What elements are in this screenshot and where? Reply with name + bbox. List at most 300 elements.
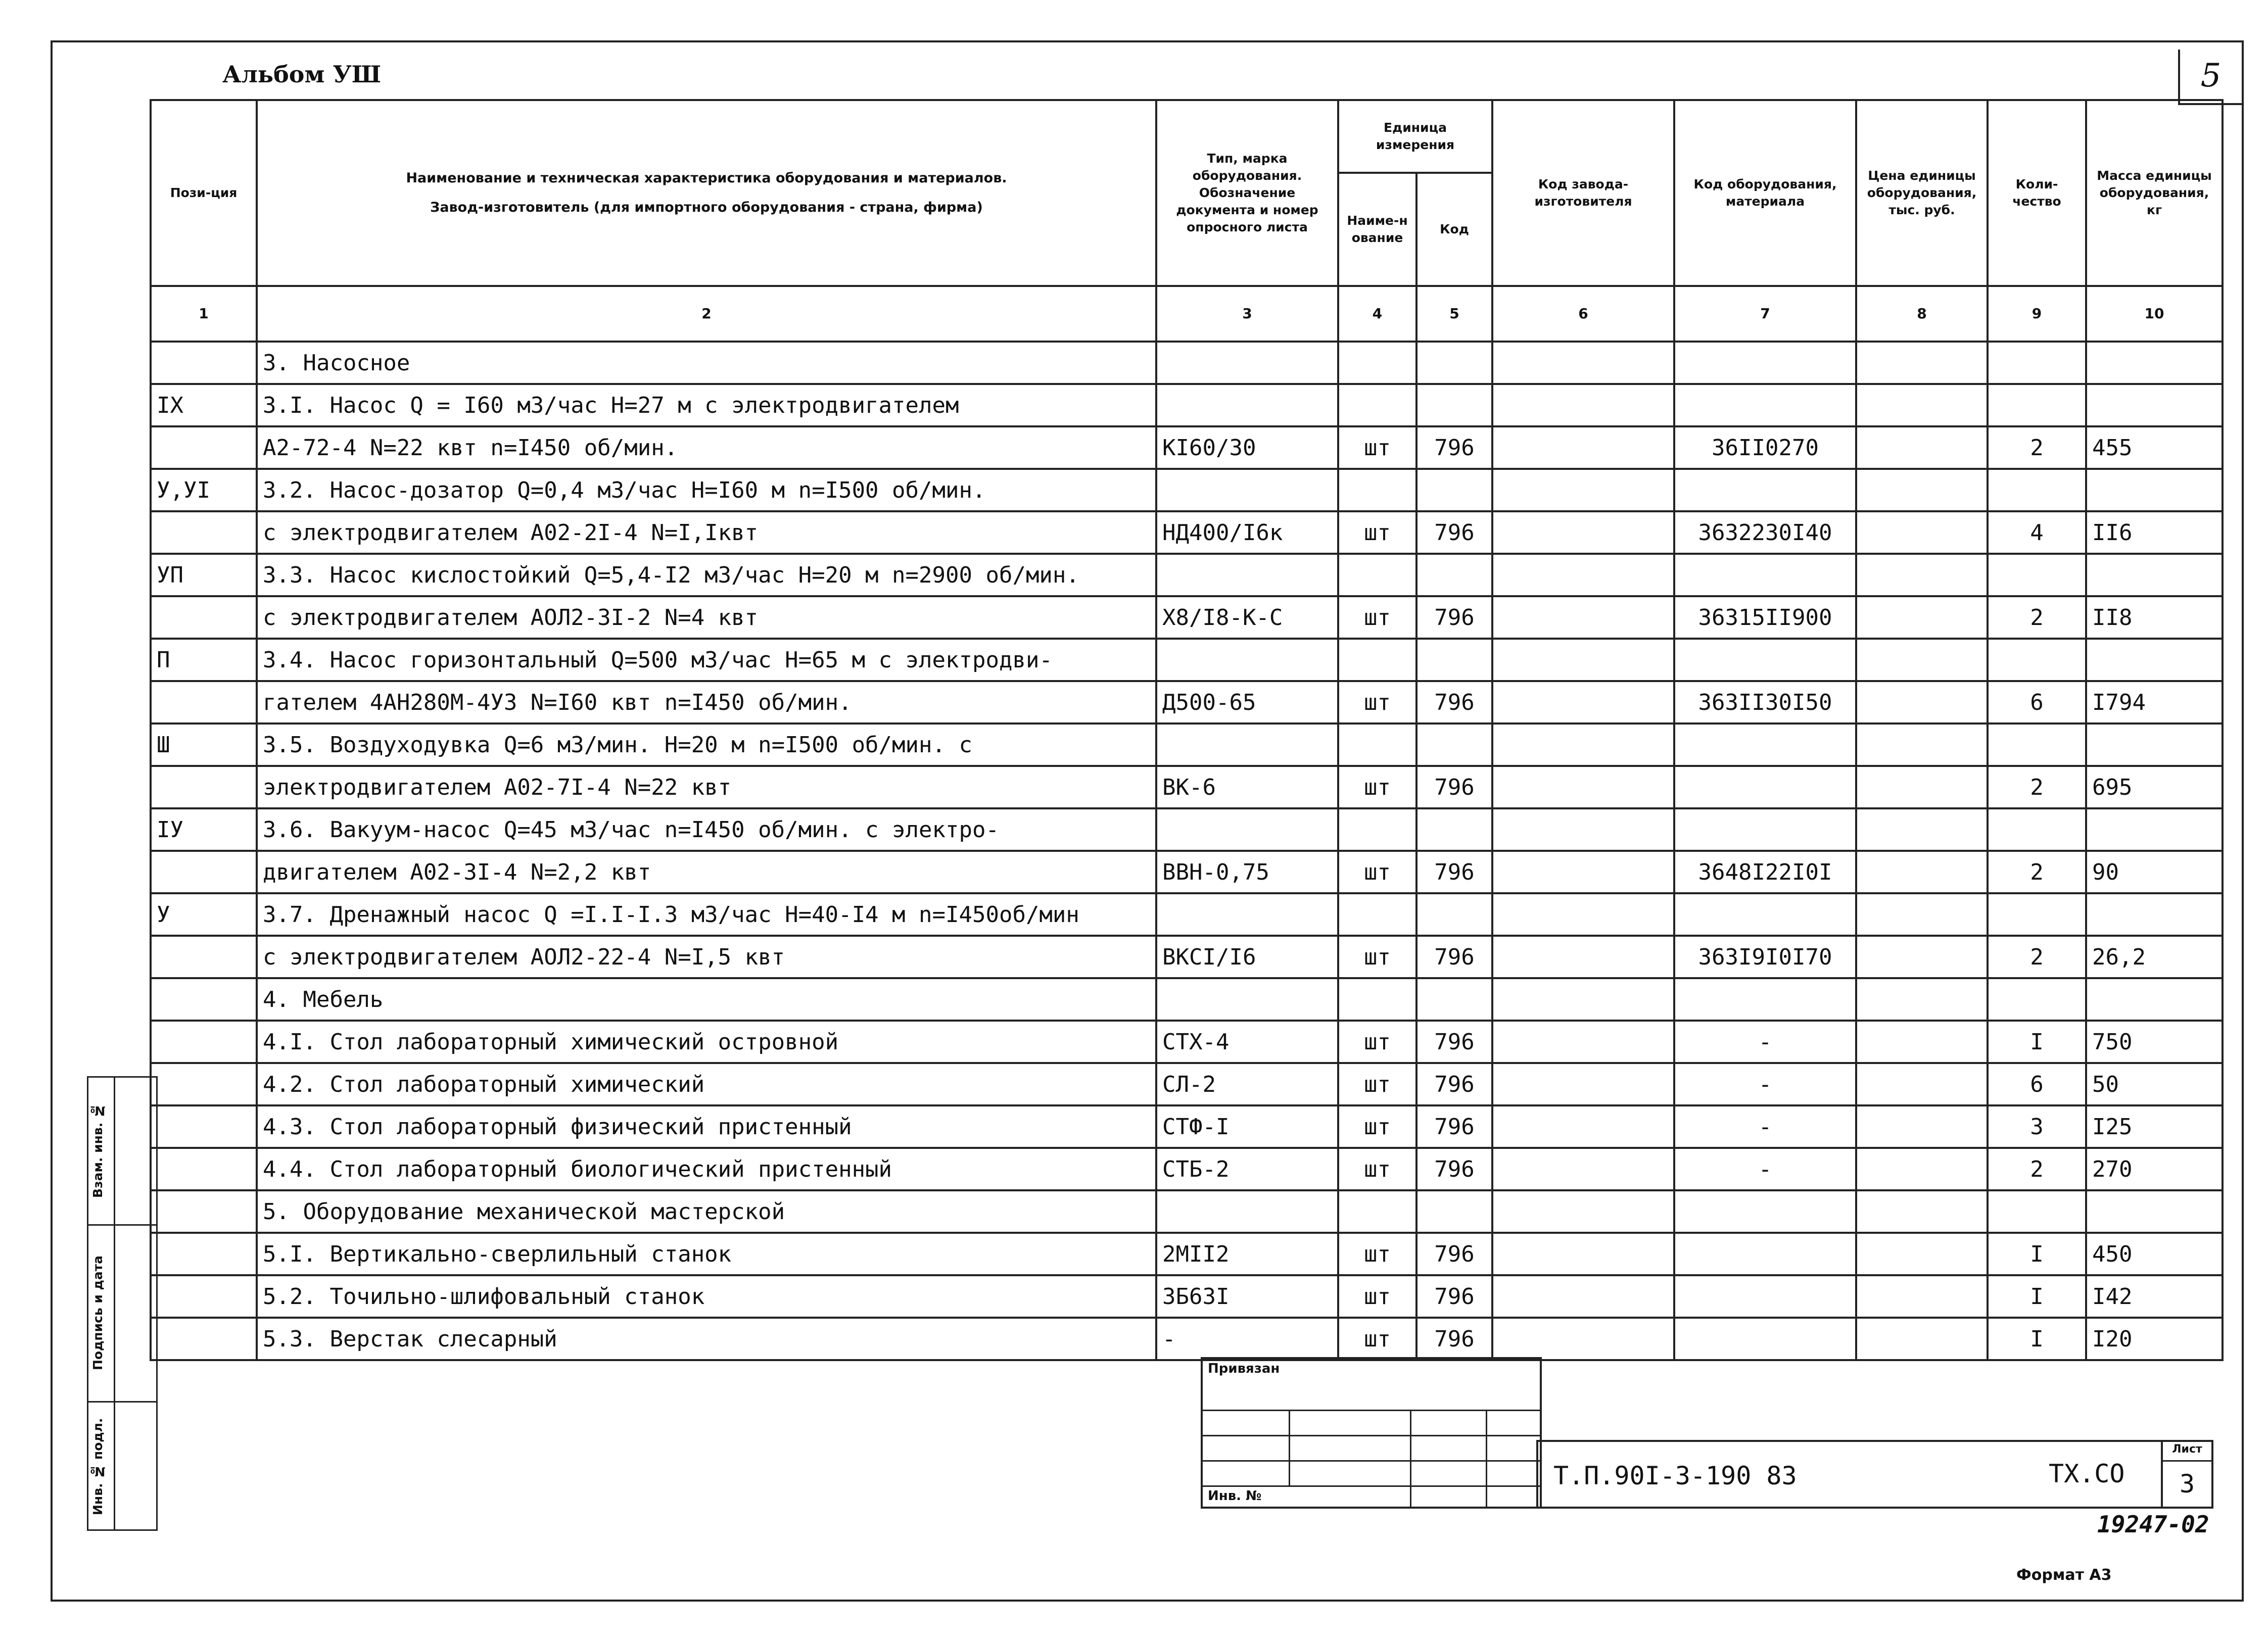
cell-unit: шт [1338,1275,1416,1318]
cell-quantity: 2 [1988,851,2086,893]
table-row [151,554,2223,596]
cell-unit [1338,384,1416,426]
cell-factory-code [1492,978,1674,1021]
cell-name: 5.2. Точильно-шлифовальный станок [257,1275,1156,1318]
stamp-inv-label: Инв. № [1208,1488,1262,1504]
header-name-line1: Наименование и техническая характеристика оборудования и материалов. [406,170,1007,186]
table-row [151,1063,2223,1105]
cell-quantity [1988,639,2086,681]
cell-equipment-code [1674,766,1856,808]
cell-quantity: 3 [1988,1105,2086,1148]
cell-factory-code [1492,766,1674,808]
cell-type: КI60/30 [1156,426,1338,469]
cell-unit-code: 796 [1416,1318,1492,1360]
cell-equipment-code: 36315II900 [1674,596,1856,639]
header-position: Пози-ция [151,100,257,286]
sheet-box [2161,1442,2211,1507]
cell-price [1856,681,1988,723]
cell-name: электродвигателем А02-7I-4 N=22 квт [257,766,1156,808]
cell-type [1156,384,1338,426]
cell-equipment-code [1674,1275,1856,1318]
cell-equipment-code [1674,893,1856,936]
header-price: Цена единицы оборудования, тыс. руб. [1856,100,1988,286]
cell-position [151,766,257,808]
cell-name: 3.6. Вакуум-насос Q=45 м3/час n=I450 об/мин. с электро- [257,808,1156,851]
cell-name: с электродвигателем АОЛ2-22-4 N=I,5 квт [257,936,1156,978]
cell-factory-code [1492,1021,1674,1063]
cell-quantity: I [1988,1021,2086,1063]
cell-equipment-code [1674,978,1856,1021]
cell-name: 4.I. Стол лабораторный химический островной [257,1021,1156,1063]
header-factory-code: Код завода-изготовителя [1492,100,1674,286]
header-unit-code: Код [1416,173,1492,286]
cell-quantity [1988,469,2086,511]
cell-unit-code: 796 [1416,511,1492,554]
binding-stamp [1201,1357,1542,1509]
cell-unit-code: 796 [1416,1021,1492,1063]
cell-quantity [1988,808,2086,851]
header-type: Тип, марка оборудования. Обозначение документа и номер опросного листа [1156,100,1338,286]
cell-position [151,511,257,554]
cell-name: 3.I. Насос Q = I60 м3/час Н=27 м с электродвигателем [257,384,1156,426]
cell-type [1156,1190,1338,1233]
cell-name: гателем 4АН280М-4У3 N=I60 квт n=I450 об/мин. [257,681,1156,723]
table-row [151,978,2223,1021]
cell-mass: I20 [2086,1318,2223,1360]
cell-name: 4.3. Стол лабораторный физический пристенный [257,1105,1156,1148]
cell-unit [1338,723,1416,766]
cell-factory-code [1492,596,1674,639]
cell-equipment-code: 36II0270 [1674,426,1856,469]
cell-type: 2МII2 [1156,1233,1338,1275]
column-number: 6 [1492,286,1674,342]
cell-mass: 50 [2086,1063,2223,1105]
cell-unit [1338,1190,1416,1233]
cell-equipment-code: - [1674,1063,1856,1105]
cell-position [151,936,257,978]
cell-type [1156,723,1338,766]
cell-unit-code [1416,808,1492,851]
cell-price [1856,1318,1988,1360]
cell-unit-code [1416,554,1492,596]
table-row [151,851,2223,893]
cell-mass: II8 [2086,596,2223,639]
table-row [151,596,2223,639]
cell-name: 3.4. Насос горизонтальный Q=500 м3/час Н=65 м с электродви- [257,639,1156,681]
cell-unit-code [1416,384,1492,426]
cell-type: СТБ-2 [1156,1148,1338,1190]
cell-quantity: 2 [1988,426,2086,469]
cell-equipment-code: - [1674,1105,1856,1148]
cell-type: СТХ-4 [1156,1021,1338,1063]
cell-unit [1338,978,1416,1021]
cell-unit: шт [1338,681,1416,723]
title-block [1536,1440,2213,1509]
cell-name: 3.3. Насос кислостойкий Q=5,4-I2 м3/час Н=20 м n=2900 об/мин. [257,554,1156,596]
cell-factory-code [1492,893,1674,936]
cell-mass [2086,808,2223,851]
cell-position [151,596,257,639]
cell-equipment-code [1674,1318,1856,1360]
cell-position [151,342,257,384]
cell-position [151,426,257,469]
cell-unit-code: 796 [1416,681,1492,723]
table-row [151,1275,2223,1318]
cell-type: ВВН-0,75 [1156,851,1338,893]
cell-mass [2086,469,2223,511]
cell-unit-code [1416,639,1492,681]
cell-type: СЛ-2 [1156,1063,1338,1105]
cell-type: 3Б63I [1156,1275,1338,1318]
table-row [151,936,2223,978]
cell-name: с электродвигателем АОЛ2-3I-2 N=4 квт [257,596,1156,639]
cell-unit [1338,808,1416,851]
format-label: Формат А3 [2016,1566,2112,1584]
cell-equipment-code [1674,384,1856,426]
cell-quantity: 2 [1988,1148,2086,1190]
cell-factory-code [1492,1233,1674,1275]
cell-mass: 90 [2086,851,2223,893]
cell-equipment-code: 363II30I50 [1674,681,1856,723]
side-separator [88,1401,157,1403]
table-row [151,469,2223,511]
page-number: 5 [2178,50,2242,105]
cell-type [1156,893,1338,936]
cell-price [1856,723,1988,766]
cell-equipment-code [1674,808,1856,851]
cell-factory-code [1492,936,1674,978]
cell-factory-code [1492,1318,1674,1360]
header-quantity: Коли-чество [1988,100,2086,286]
cell-quantity [1988,554,2086,596]
cell-position [151,1190,257,1233]
cell-position [151,1105,257,1148]
cell-type: ВК-6 [1156,766,1338,808]
cell-position [151,1063,257,1105]
cell-price [1856,808,1988,851]
side-stamp [87,1076,158,1531]
column-number: 7 [1674,286,1856,342]
cell-price [1856,1148,1988,1190]
column-number: 4 [1338,286,1416,342]
cell-equipment-code [1674,639,1856,681]
cell-position [151,681,257,723]
cell-equipment-code [1674,723,1856,766]
cell-price [1856,554,1988,596]
cell-price [1856,639,1988,681]
cell-unit-code: 796 [1416,766,1492,808]
cell-factory-code [1492,851,1674,893]
cell-name: 3.5. Воздуходувка Q=6 м3/мин. Н=20 м n=I500 об/мин. с [257,723,1156,766]
cell-equipment-code [1674,342,1856,384]
cell-unit-code: 796 [1416,1063,1492,1105]
cell-position [151,1318,257,1360]
cell-price [1856,1190,1988,1233]
cell-mass: 750 [2086,1021,2223,1063]
cell-unit [1338,893,1416,936]
cell-price [1856,384,1988,426]
cell-mass: I794 [2086,681,2223,723]
cell-name: А2-72-4 N=22 квт n=I450 об/мин. [257,426,1156,469]
stamp-line [1203,1435,1540,1436]
cell-name: 4.4. Стол лабораторный биологический пристенный [257,1148,1156,1190]
cell-unit-code: 796 [1416,596,1492,639]
column-number: 5 [1416,286,1492,342]
cell-mass: 695 [2086,766,2223,808]
header-name [257,100,1156,286]
stamp-vline [1289,1410,1290,1485]
cell-quantity: I [1988,1318,2086,1360]
table-row [151,511,2223,554]
cell-mass [2086,978,2223,1021]
cell-price [1856,1063,1988,1105]
cell-price [1856,1275,1988,1318]
cell-factory-code [1492,554,1674,596]
cell-mass: II6 [2086,511,2223,554]
column-number: 9 [1988,286,2086,342]
stamp-line [1203,1410,1540,1411]
header-unit-name: Наиме-нование [1338,173,1416,286]
stamp-title: Привязан [1208,1361,1280,1376]
cell-position: УП [151,554,257,596]
equipment-table [150,99,2224,1361]
table-row [151,1105,2223,1148]
cell-name: 4. Мебель [257,978,1156,1021]
cell-equipment-code: - [1674,1021,1856,1063]
cell-unit-code: 796 [1416,1275,1492,1318]
cell-mass: 270 [2086,1148,2223,1190]
side-stamp-divider [114,1078,115,1529]
cell-unit-code [1416,893,1492,936]
table-body [151,342,2223,1360]
cell-equipment-code: 3632230I40 [1674,511,1856,554]
cell-unit-code: 796 [1416,1148,1492,1190]
cell-name: 3.2. Насос-дозатор Q=0,4 м3/час Н=I60 м n=I500 об/мин. [257,469,1156,511]
table-row [151,893,2223,936]
header-equipment-code: Код оборудования, материала [1674,100,1856,286]
inventory-number: 19247-02 [2097,1511,2209,1538]
cell-position [151,978,257,1021]
table-row [151,342,2223,384]
cell-unit-code [1416,978,1492,1021]
stamp-vline [1410,1410,1411,1507]
cell-mass [2086,723,2223,766]
column-number: 2 [257,286,1156,342]
cell-mass [2086,342,2223,384]
table-row [151,766,2223,808]
table-row [151,639,2223,681]
cell-equipment-code: 3648I22I0I [1674,851,1856,893]
cell-quantity: I [1988,1233,2086,1275]
cell-unit-code: 796 [1416,1105,1492,1148]
cell-price [1856,596,1988,639]
cell-unit: шт [1338,766,1416,808]
table-row [151,723,2223,766]
cell-factory-code [1492,1063,1674,1105]
cell-mass: 26,2 [2086,936,2223,978]
column-number: 1 [151,286,257,342]
cell-type: ВКСI/I6 [1156,936,1338,978]
cell-position [151,851,257,893]
cell-type [1156,469,1338,511]
album-title: Альбом УШ [222,61,382,88]
cell-equipment-code [1674,1190,1856,1233]
cell-quantity: 4 [1988,511,2086,554]
cell-factory-code [1492,384,1674,426]
cell-factory-code [1492,1190,1674,1233]
cell-mass: 455 [2086,426,2223,469]
document-section: ТХ.СО [2049,1459,2125,1488]
stamp-line [1203,1485,1540,1487]
cell-unit [1338,639,1416,681]
cell-name: 4.2. Стол лабораторный химический [257,1063,1156,1105]
cell-equipment-code [1674,554,1856,596]
header-name-line2: Завод-изготовитель (для импортного оборудования - страна, фирма) [430,200,983,215]
cell-factory-code [1492,639,1674,681]
cell-quantity: 2 [1988,596,2086,639]
cell-equipment-code [1674,469,1856,511]
cell-unit: шт [1338,596,1416,639]
cell-price [1856,342,1988,384]
cell-unit-code: 796 [1416,426,1492,469]
cell-price [1856,426,1988,469]
cell-mass [2086,554,2223,596]
cell-quantity: I [1988,1275,2086,1318]
cell-name: 5. Оборудование механической мастерской [257,1190,1156,1233]
cell-factory-code [1492,681,1674,723]
cell-unit: шт [1338,1148,1416,1190]
table-row [151,1190,2223,1233]
cell-price [1856,511,1988,554]
cell-factory-code [1492,1148,1674,1190]
cell-mass: I25 [2086,1105,2223,1148]
cell-unit: шт [1338,851,1416,893]
cell-type [1156,554,1338,596]
cell-mass [2086,639,2223,681]
cell-position: П [151,639,257,681]
cell-position [151,1021,257,1063]
cell-type: - [1156,1318,1338,1360]
column-number: 10 [2086,286,2223,342]
cell-factory-code [1492,426,1674,469]
cell-price [1856,766,1988,808]
column-numbers-row [151,286,2223,342]
header-unit-group: Единица измерения [1338,100,1492,173]
cell-name: 5.3. Верстак слесарный [257,1318,1156,1360]
cell-unit-code: 796 [1416,936,1492,978]
cell-unit: шт [1338,936,1416,978]
stamp-line [1203,1460,1540,1462]
cell-factory-code [1492,511,1674,554]
cell-equipment-code: 363I9I0I70 [1674,936,1856,978]
table-row [151,1148,2223,1190]
cell-factory-code [1492,808,1674,851]
table-row [151,1233,2223,1275]
table-row [151,426,2223,469]
side-label-inv-original: Инв. № подл. [90,1418,105,1516]
document-code: Т.П.90I-3-190 83 [1553,1461,1797,1490]
cell-price [1856,1021,1988,1063]
cell-factory-code [1492,723,1674,766]
cell-unit-code [1416,1190,1492,1233]
cell-name: с электродвигателем А02-2I-4 N=I,Iквт [257,511,1156,554]
cell-price [1856,1105,1988,1148]
cell-unit: шт [1338,426,1416,469]
cell-unit [1338,342,1416,384]
side-label-sign-date: Подпись и дата [90,1255,105,1370]
cell-mass: I42 [2086,1275,2223,1318]
cell-unit [1338,469,1416,511]
cell-price [1856,936,1988,978]
cell-type [1156,342,1338,384]
table-row [151,1318,2223,1360]
cell-quantity [1988,978,2086,1021]
cell-unit-code [1416,469,1492,511]
cell-type: СТФ-I [1156,1105,1338,1148]
sheet-number: 3 [2163,1460,2211,1506]
cell-mass [2086,893,2223,936]
cell-position: У [151,893,257,936]
column-number: 3 [1156,286,1338,342]
cell-type [1156,978,1338,1021]
column-number: 8 [1856,286,1988,342]
cell-name: 3.7. Дренажный насос Q =I.I-I.3 м3/час Н=40-I4 м n=I450об/мин [257,893,1156,936]
cell-unit-code [1416,342,1492,384]
cell-price [1856,978,1988,1021]
cell-price [1856,469,1988,511]
cell-unit: шт [1338,1105,1416,1148]
table-row [151,1021,2223,1063]
cell-equipment-code: - [1674,1148,1856,1190]
cell-factory-code [1492,1105,1674,1148]
cell-price [1856,893,1988,936]
cell-price [1856,851,1988,893]
cell-quantity [1988,342,2086,384]
cell-mass: 450 [2086,1233,2223,1275]
header-mass: Масса единицы оборудования, кг [2086,100,2223,286]
cell-quantity: 6 [1988,681,2086,723]
cell-quantity [1988,893,2086,936]
cell-factory-code [1492,469,1674,511]
cell-position: У,УI [151,469,257,511]
cell-unit: шт [1338,1318,1416,1360]
cell-unit: шт [1338,511,1416,554]
cell-type: НД400/I6к [1156,511,1338,554]
cell-position: IУ [151,808,257,851]
cell-position [151,1275,257,1318]
cell-type: Д500-65 [1156,681,1338,723]
table-row [151,384,2223,426]
side-separator [88,1224,157,1226]
cell-unit: шт [1338,1233,1416,1275]
cell-type [1156,639,1338,681]
table-row [151,808,2223,851]
cell-price [1856,1233,1988,1275]
cell-unit-code: 796 [1416,851,1492,893]
side-label-inv-replace: Взам. инв. № [90,1103,105,1198]
cell-unit-code: 796 [1416,1233,1492,1275]
stamp-vline [1486,1410,1487,1507]
cell-position: IX [151,384,257,426]
cell-position [151,1233,257,1275]
cell-unit: шт [1338,1063,1416,1105]
cell-factory-code [1492,1275,1674,1318]
cell-factory-code [1492,342,1674,384]
table-row [151,681,2223,723]
cell-position [151,1148,257,1190]
cell-mass [2086,1190,2223,1233]
cell-quantity [1988,384,2086,426]
